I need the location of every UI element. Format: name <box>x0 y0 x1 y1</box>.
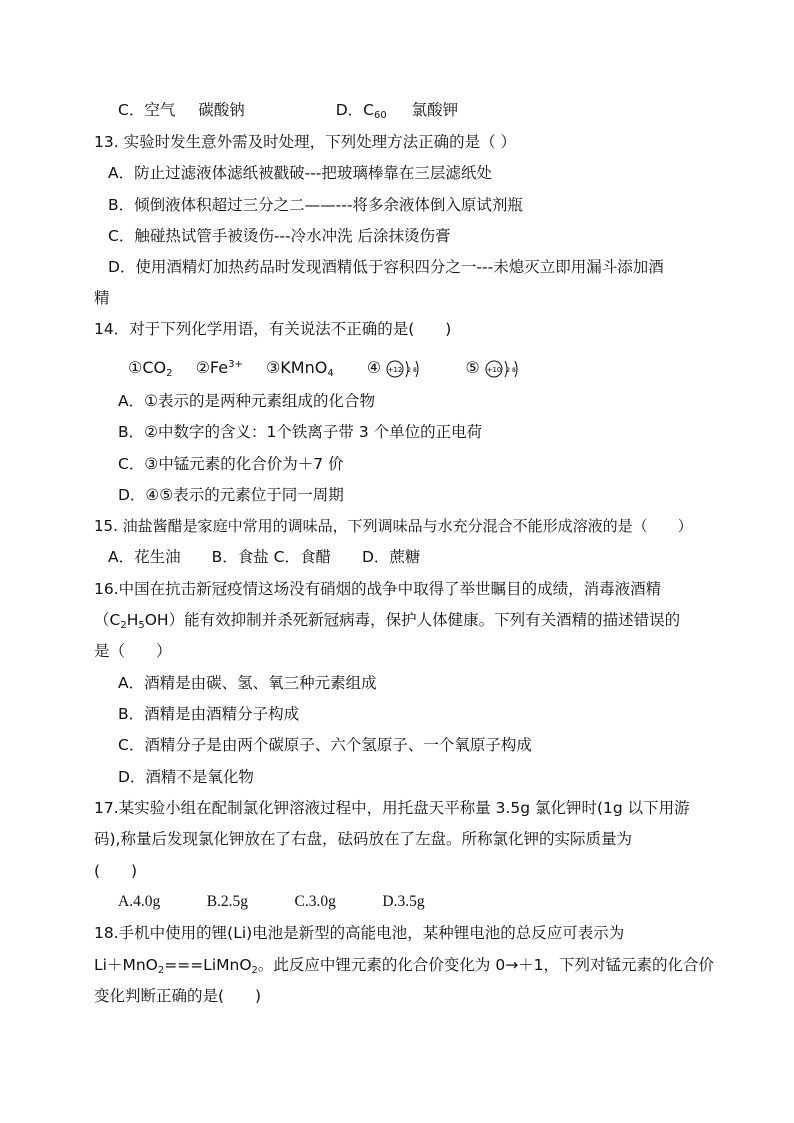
q14-option-d: D．④⑤表示的元素位于同一周期 <box>118 486 344 504</box>
q15-stem: 15. 油盐酱醋是家庭中常用的调味品，下列调味品与水充分混合不能形成溶液的是（ ） <box>94 517 693 535</box>
q12-options-cd <box>118 99 458 127</box>
q18-stem-line3: 变化判断正确的是( ) <box>94 987 262 1005</box>
q16-stem-line2: $(C_2H_5OH)$能有效抑制并杀死新冠病毒，保护人体健康。下列有关酒精的描述错误的 <box>94 611 681 631</box>
atom-5-nucleus-label: +10 <box>486 365 502 374</box>
q13-option-c: C．触碰热试管手被烫伤---冷水冲洗 后涂抹烫伤膏 <box>108 227 451 245</box>
q13-option-d-line1: D．使用酒精灯加热药品时发现酒精低于容积四分之一---未熄灭立即用漏斗添加酒 <box>108 258 664 276</box>
q14-symbol-co2: ①CO2 <box>128 358 173 379</box>
q12-option-d-text: 氯酸钾 <box>411 101 459 119</box>
q16-option-c: C．酒精分子是由两个碳原子、六个氢原子、一个氧原子构成 <box>118 736 532 754</box>
q12-option-d-label: D．C <box>335 101 374 119</box>
q14-atom-diagram-5: ⑤ +10 2 8 <box>465 357 530 381</box>
atom-structure-icon <box>386 357 432 381</box>
atom-4-nucleus-label: +12 <box>387 365 403 374</box>
q17-stem-line2: 码),称量后发现氯化钾放在了右盘，砝码放在了左盘。所称氯化钾的实际质量为 <box>94 830 632 848</box>
q16-stem-line3: 是（ ） <box>94 642 172 660</box>
q12-option-c-text: 碳酸钠 <box>198 101 245 119</box>
q12-option-c-label: C．空气 <box>118 101 176 119</box>
q14-symbols-row <box>128 354 531 385</box>
atom-structure-icon <box>485 357 531 381</box>
q13-option-d-line2: 精 <box>94 289 110 307</box>
q13-option-a: A．防止过滤液体滤纸被戳破---把玻璃棒靠在三层滤纸处 <box>108 164 492 182</box>
q17-stem-line3: ( ) <box>94 862 138 880</box>
q18-stem-line2: Li＋MnO$_2$===LiMnO$_2$。此反应中锂元素的化合价变化为 0→＋1，下列对锰元素的化合价 <box>94 956 715 976</box>
q14-option-c: C．③中锰元素的化合价为＋7 价 <box>118 455 344 473</box>
q14-atom-diagram-4: ④ +12 2 8 <box>367 357 432 381</box>
q14-symbol-kmno4: ③KMnO4 <box>265 358 334 379</box>
q13-stem: 13. 实验时发生意外需及时处理，下列处理方法正确的是（ ） <box>94 133 517 151</box>
q16-option-d: D．酒精不是氧化物 <box>118 768 254 786</box>
q14-stem: 14．对于下列化学用语，有关说法不正确的是( ) <box>94 320 452 338</box>
q14-symbol-fe-ion: ②Fe3+ <box>195 358 243 377</box>
q16-option-a: A．酒精是由碳、氢、氧三种元素组成 <box>118 674 377 692</box>
atom-4-shell-label: 2 8 <box>407 366 417 374</box>
q18-stem-line1: 18.手机中使用的锂(Li)电池是新型的高能电池，某种锂电池的总反应可表示为 <box>94 924 625 942</box>
q13-option-b: B．倾倒液体积超过三分之二——---将多余液体倒入原试剂瓶 <box>108 196 523 214</box>
q12-option-d-subscript: 60 <box>373 110 387 121</box>
atom-5-shell-label: 2 8 <box>505 366 516 374</box>
q15-options: A．花生油 B．食盐 C．食醋 D．蔗糖 <box>108 548 421 566</box>
q14-option-b: B．②中数字的含义：1个铁离子带 3 个单位的正电荷 <box>118 423 483 441</box>
q16-option-b: B．酒精是由酒精分子构成 <box>118 705 300 723</box>
q16-stem-line1: 16.中国在抗击新冠疫情这场没有硝烟的战争中取得了举世瞩目的成绩，消毒液酒精 <box>94 580 662 598</box>
q17-stem-line1: 17.某实验小组在配制氯化钾溶液过程中，用托盘天平称量 3.5g 氯化钾时(1g 以下用游 <box>94 799 690 817</box>
q14-option-a: A．①表示的是两种元素组成的化合物 <box>118 392 375 410</box>
q17-options: A.4.0g B.2.5g C.3.0g D.3.5g <box>118 893 425 910</box>
